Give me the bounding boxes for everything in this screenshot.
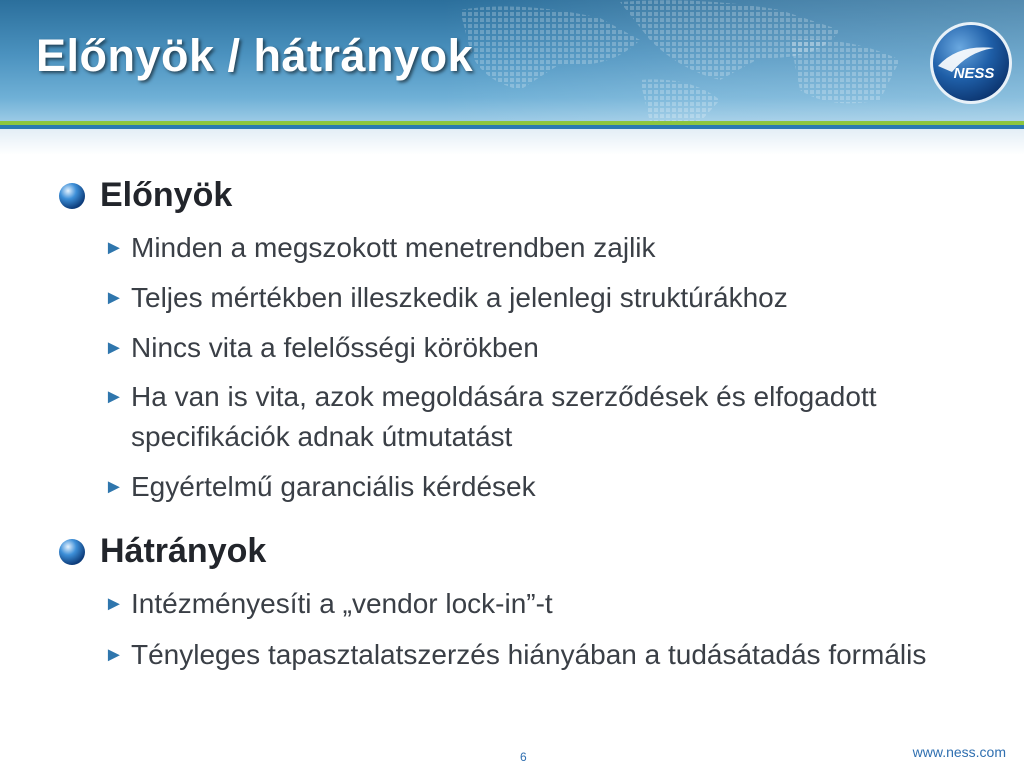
triangle-arrow-icon: ► — [104, 386, 124, 408]
list-item — [104, 278, 984, 318]
list-item — [104, 467, 984, 507]
triangle-arrow-icon: ► — [104, 237, 124, 259]
list-item-text: Ha van is vita, azok megoldására szerződések és elfogadott specifikációk adnak útmutatást — [131, 381, 877, 452]
triangle-arrow-icon: ► — [104, 644, 124, 666]
list-item-text: Tényleges tapasztalatszerzés hiányában a tudásátadás formális — [131, 639, 927, 670]
section-heading-text: Hátrányok — [100, 532, 267, 570]
triangle-arrow-icon: ► — [104, 287, 124, 309]
section-heading-elonyok — [58, 176, 232, 215]
list-item-text: Egyértelmű garanciális kérdések — [131, 471, 536, 502]
list-item-text: Minden a megszokott menetrendben zajlik — [131, 232, 656, 263]
triangle-arrow-icon: ► — [104, 476, 124, 498]
logo-text: NESS — [953, 65, 995, 82]
list-item-text: Teljes mértékben illeszkedik a jelenlegi struktúrákhoz — [131, 282, 788, 313]
blue-sphere-icon — [58, 182, 86, 210]
blue-sphere-icon — [58, 538, 86, 566]
slide-title: Előnyök / hátrányok — [36, 30, 474, 81]
website-link[interactable]: www.ness.com — [912, 744, 1006, 760]
list-item — [104, 584, 984, 624]
triangle-arrow-icon: ► — [104, 593, 124, 615]
list-item-text: Intézményesíti a „vendor lock-in”-t — [131, 588, 553, 619]
list-item — [104, 328, 984, 368]
triangle-arrow-icon: ► — [104, 337, 124, 359]
list-item-text: Nincs vita a felelősségi körökben — [131, 332, 539, 363]
section-heading-hatranyok — [58, 532, 266, 571]
list-item — [104, 228, 984, 268]
list-item — [104, 635, 1004, 675]
page-number: 6 — [520, 750, 527, 764]
list-item — [104, 377, 884, 457]
section-heading-text: Előnyök — [100, 176, 233, 214]
